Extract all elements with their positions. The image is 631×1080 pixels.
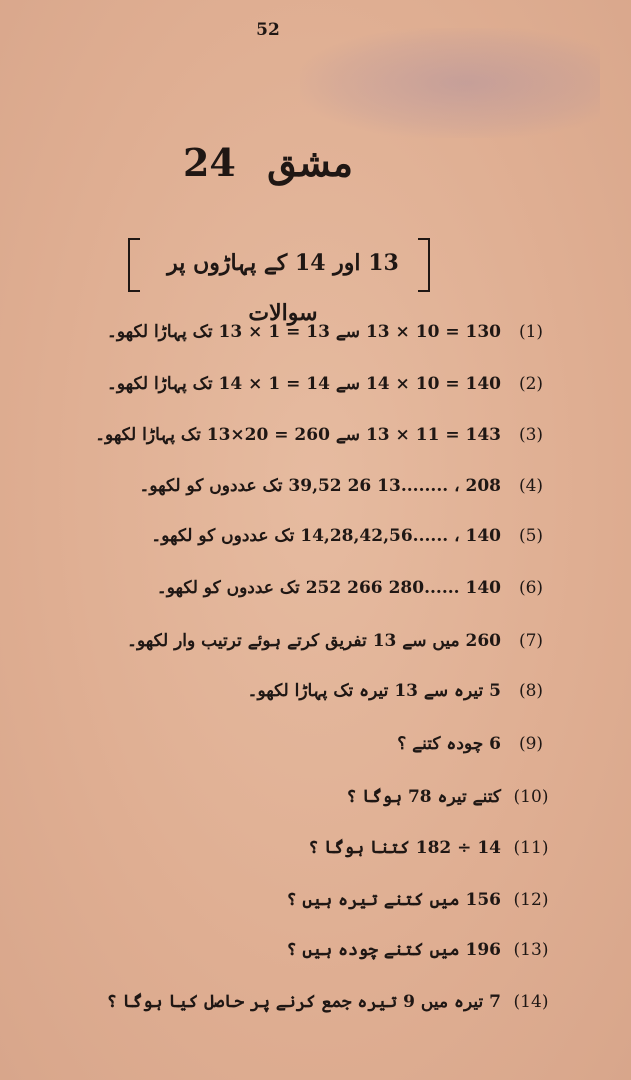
question-number: (8) [518, 681, 544, 701]
question-number: (2) [518, 374, 544, 394]
question-number: (7) [518, 631, 544, 651]
question-4 [139, 466, 553, 506]
exercise-subtitle: 13 اور 14 کے پہاڑوں پر سوالات [167, 250, 399, 326]
question-text: 140 ......280 266 252 تک عددوں کو لکھو۔ [156, 578, 501, 598]
question-11 [308, 828, 553, 868]
question-6 [157, 568, 553, 608]
question-number: (11) [513, 838, 549, 858]
question-text: 130 = 10 × 13 سے 13 = 1 × 13 تک پہاڑا لکھو۔ [106, 322, 501, 342]
question-number: (9) [518, 734, 544, 754]
page-number: 52 [256, 20, 280, 40]
exercise-number: 24 [182, 140, 236, 185]
question-text: کتنے تیرہ 78 ہوگا ؟ [346, 787, 501, 807]
question-number: (1) [518, 322, 544, 342]
question-number: (5) [518, 526, 544, 546]
question-text: 140 ، ......14,28,42,56 تک عددوں کو لکھو۔ [151, 526, 501, 546]
question-5 [151, 516, 553, 556]
question-number: (14) [513, 992, 549, 1012]
question-14 [107, 982, 553, 1022]
question-9 [397, 724, 553, 764]
question-text: 5 تیرہ سے 13 تیرہ تک پہاڑا لکھو۔ [247, 681, 501, 701]
question-text: 196 میں کتنے چودہ ہیں ؟ [286, 940, 501, 960]
question-number: (10) [513, 787, 549, 807]
question-number: (4) [518, 476, 544, 496]
faded-library-stamp [300, 28, 600, 138]
question-number: (6) [518, 578, 544, 598]
question-13 [286, 930, 553, 970]
question-2 [107, 364, 553, 404]
right-bracket [418, 238, 430, 292]
question-8 [248, 671, 553, 711]
question-12 [286, 880, 553, 920]
question-text: 7 تیرہ میں 9 تیرہ جمع کرنے پر حاصل کیا ہوگا ؟ [106, 992, 501, 1012]
question-text: 143 = 11 × 13 سے 260 = 20×13 تک پہاڑا لکھو۔ [95, 425, 501, 445]
question-number: (13) [513, 940, 549, 960]
question-10 [346, 777, 553, 817]
question-number: (3) [518, 425, 544, 445]
question-number: (12) [513, 890, 549, 910]
exercise-word: مشق [267, 140, 354, 185]
question-text: 208 ، ........13 26 39,52 تک عددوں کو لکھو۔ [139, 476, 501, 496]
question-3 [95, 415, 553, 455]
question-text: 6 چودہ کتنے ؟ [397, 734, 501, 754]
question-text: 260 میں سے 13 تفریق کرتے ہوئے ترتیب وار لکھو۔ [127, 631, 501, 651]
question-7 [127, 621, 553, 661]
question-1 [107, 312, 553, 352]
question-text: 140 = 10 × 14 سے 14 = 1 × 14 تک پہاڑا لکھو۔ [106, 374, 501, 394]
question-text: 156 میں کتنے تیرہ ہیں ؟ [286, 890, 501, 910]
exercise-title [0, 140, 536, 185]
question-text: 14 ÷ 182 کتنا ہوگا ؟ [308, 838, 501, 858]
